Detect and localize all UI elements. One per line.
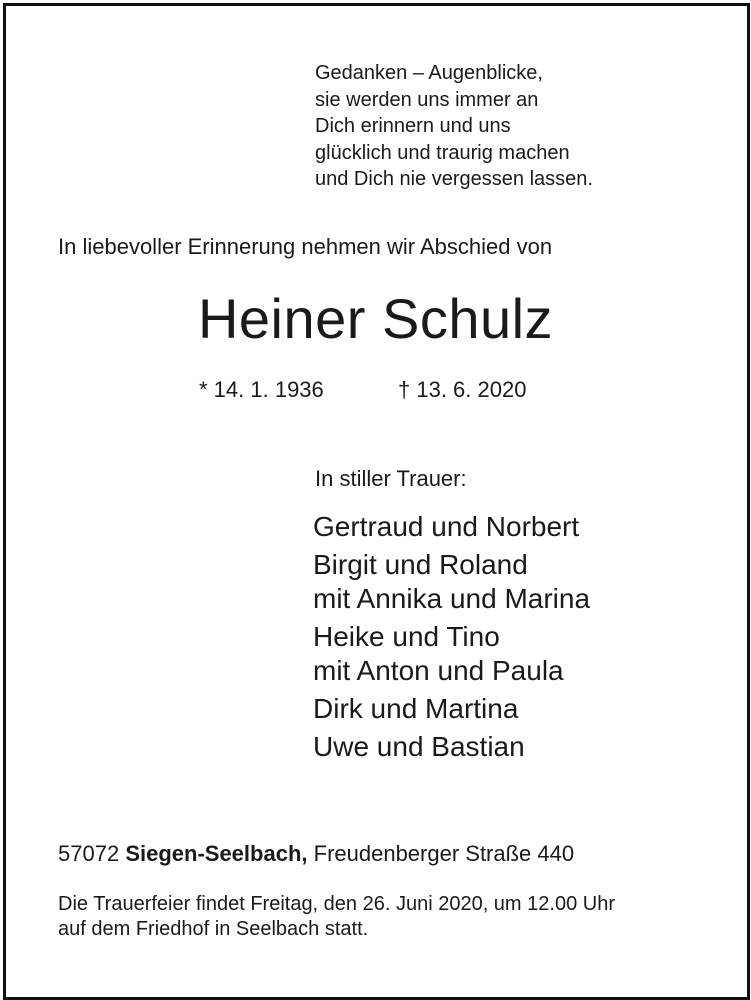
postal-code: 57072 bbox=[58, 841, 120, 866]
mourner-line: mit Annika und Marina bbox=[313, 583, 591, 614]
funeral-notice bbox=[58, 892, 615, 942]
mourner-group bbox=[313, 510, 590, 544]
farewell-intro: In liebevoller Erinnerung nehmen wir Abschied von bbox=[58, 234, 553, 259]
mourner-line: Uwe und Bastian bbox=[313, 731, 525, 762]
mourners-list bbox=[313, 510, 590, 768]
memorial-poem bbox=[315, 60, 593, 193]
poem-line: sie werden uns immer an bbox=[315, 88, 539, 111]
mourners-label: In stiller Trauer: bbox=[315, 466, 467, 491]
deceased-name: Heiner Schulz bbox=[197, 287, 554, 350]
mourner-group bbox=[313, 692, 590, 726]
poem-line: glücklich und traurig machen bbox=[315, 141, 570, 164]
mourner-line: Gertraud und Norbert bbox=[313, 511, 580, 542]
family-address bbox=[58, 841, 574, 867]
poem-line: Gedanken – Augenblicke, bbox=[315, 62, 543, 84]
birth-date: * 14. 1. 1936 bbox=[199, 377, 324, 402]
mourner-line: Birgit und Roland bbox=[313, 549, 528, 580]
street-address: Freudenberger Straße 440 bbox=[313, 841, 575, 866]
mourner-group bbox=[313, 548, 590, 616]
poem-line: und Dich nie vergessen lassen. bbox=[315, 168, 593, 190]
poem-line: Dich erinnern und uns bbox=[315, 115, 511, 137]
mourner-line: Heike und Tino bbox=[313, 621, 500, 652]
town-name: Siegen-Seelbach, bbox=[125, 841, 308, 866]
funeral-notice-line: Die Trauerfeier findet Freitag, den 26. Juni 2020, um 12.00 Uhr bbox=[58, 893, 615, 915]
mourner-group bbox=[313, 730, 590, 764]
mourner-line: Dirk und Martina bbox=[313, 693, 519, 724]
mourner-group bbox=[313, 620, 590, 688]
mourner-line: mit Anton und Paula bbox=[313, 655, 564, 686]
death-date: † 13. 6. 2020 bbox=[398, 377, 527, 402]
funeral-notice-line: auf dem Friedhof in Seelbach statt. bbox=[58, 918, 369, 940]
